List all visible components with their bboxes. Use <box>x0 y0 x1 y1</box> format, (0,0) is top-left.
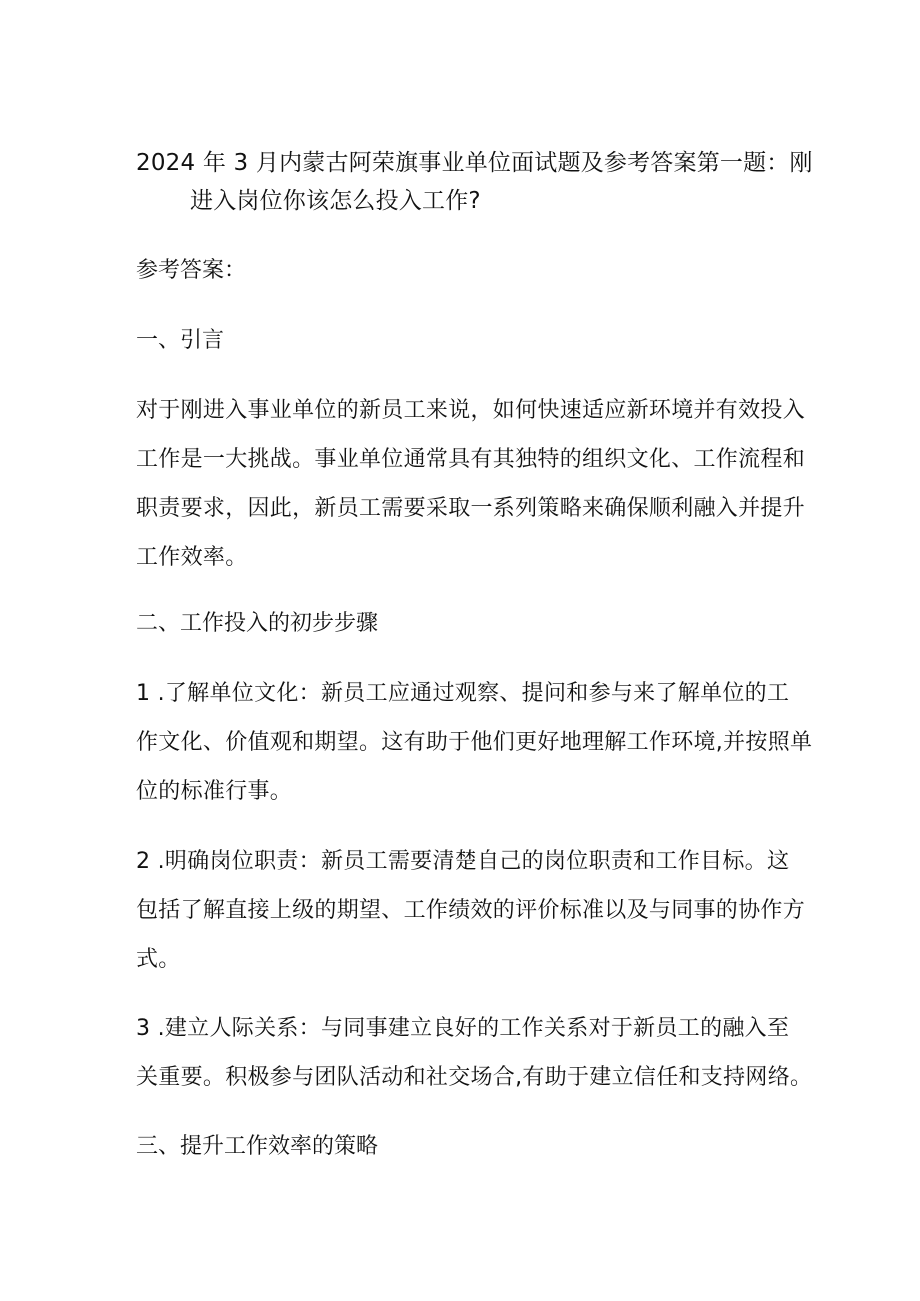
document-title <box>136 144 813 220</box>
item-1-line: 1 .了解单位文化：新员工应通过观察、提问和参与来了解单位的工 <box>136 681 790 706</box>
item-1-paragraph <box>136 669 813 816</box>
item-1-line: 位的标准行事。 <box>136 779 293 804</box>
item-2-line: 包括了解直接上级的期望、工作绩效的评价标准以及与同事的协作方 <box>136 898 806 923</box>
intro-line: 工作效率。 <box>136 545 248 570</box>
item-3-paragraph <box>136 1004 813 1102</box>
section-1-heading: 一、引言 <box>136 328 225 353</box>
section-2-heading: 二、工作投入的初步步骤 <box>136 611 379 636</box>
title-line-1: 2024 年 3 月内蒙古阿荣旗事业单位面试题及参考答案第一题：刚 <box>136 150 813 176</box>
intro-line: 对于刚进入事业单位的新员工来说，如何快速适应新环境并有效投入 <box>136 398 806 423</box>
section-3-heading: 三、提升工作效率的策略 <box>136 1134 379 1159</box>
intro-line: 工作是一大挑战。事业单位通常具有其独特的组织文化、工作流程和 <box>136 447 806 472</box>
item-2-paragraph <box>136 837 806 984</box>
title-line-2: 进入岗位你该怎么投入工作? <box>190 188 481 214</box>
item-2-line: 式。 <box>136 947 181 972</box>
item-3-line: 3 .建立人际关系：与同事建立良好的工作关系对于新员工的融入至 <box>136 1016 790 1041</box>
intro-paragraph <box>136 386 806 582</box>
item-2-line: 2 .明确岗位职责：新员工需要清楚自己的岗位职责和工作目标。这 <box>136 849 790 874</box>
item-3-line: 关重要。积极参与团队活动和社交场合,有助于建立信任和支持网络。 <box>136 1065 813 1090</box>
item-1-line: 作文化、价值观和期望。这有助于他们更好地理解工作环境,并按照单 <box>136 730 813 755</box>
answer-label: 参考答案： <box>136 258 247 283</box>
intro-line: 职责要求，因此，新员工需要采取一系列策略来确保顺利融入并提升 <box>136 496 806 521</box>
